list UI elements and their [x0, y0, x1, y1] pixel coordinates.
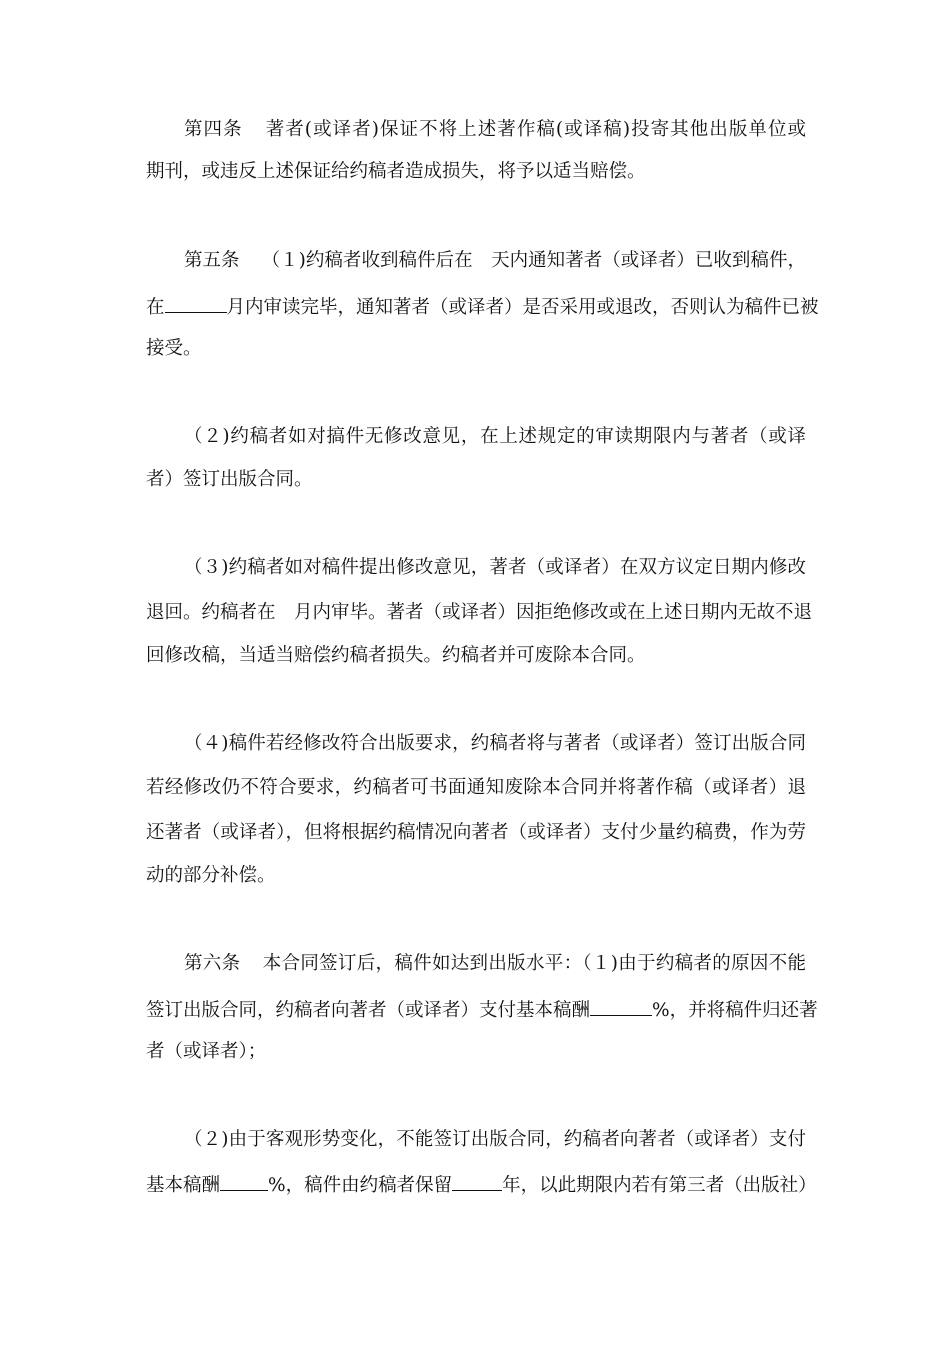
article-5-clause-4-line-3: 还著者（或译者），但将根据约稿情况向著者（或译者）支付少量约稿费，作为劳: [146, 822, 806, 843]
article-4-text: 著者(或译者)保证不将上述著作稿(或译稿)投寄其他出版单位或: [264, 119, 806, 140]
article-5-clause-2-line-2: 者）签订出版合同。: [146, 469, 313, 490]
article-6-clause-2-line-1: （２)由于客观形势变化，不能签订出版合同，约稿者向著者（或译者）支付: [184, 1129, 806, 1150]
article-5-clause-4-line-1: （４)稿件若经修改符合出版要求，约稿者将与著者（或译者）签订出版合同: [184, 733, 806, 754]
article-6-clause-2-text-b: %，稿件由约稿者保留: [268, 1175, 453, 1196]
article-6-clause-2-text-a: 基本稿酬: [146, 1175, 221, 1196]
article-5-clause-2-line-1: （２)约稿者如对搞件无修改意见，在上述规定的审读期限内与著者（或译: [184, 426, 806, 447]
article-5-clause-1-text: （１)约稿者收到稿件后在 天内通知著者（或译者）已收到稿件，: [261, 250, 806, 271]
article-6-clause-1-text-a: 签订出版合同，约稿者向著者（或译者）支付基本稿酬: [146, 1000, 591, 1021]
article-5-clause-4-line-2: 若经修改仍不符合要求，约稿者可书面通知废除本合同并将著作稿（或译者）退: [146, 777, 806, 798]
article-5-clause-1-text-a: 在: [146, 297, 165, 318]
article-5-clause-1-text-b: 月内审读完毕，通知著者（或译者）是否采用或退改，否则认为稿件已被: [226, 297, 819, 318]
article-6-line-1: [184, 952, 806, 976]
article-4-line-1: [184, 118, 806, 142]
article-6-clause-2-text-c: 年，以此期限内若有第三者（出版社）: [502, 1175, 817, 1196]
article-5-clause-4-line-4: 动的部分补偿。: [146, 865, 276, 886]
article-6-label: 第六条: [184, 953, 241, 974]
article-6-line-3: 者（或译者）；: [146, 1041, 267, 1062]
article-6-clause-2-line-2: [146, 1172, 817, 1196]
article-6-line-2: [146, 997, 818, 1021]
article-5-line-2: [146, 294, 819, 318]
blank-percent-field: [590, 997, 652, 1016]
article-5-clause-3-line-3: 回修改稿，当适当赔偿约稿者损失。约稿者并可废除本合同。: [146, 645, 646, 666]
article-5-clause-3-line-1: （３)约稿者如对稿件提出修改意见，著者（或译者）在双方议定日期内修改: [184, 557, 806, 578]
blank-months-field: [165, 294, 227, 313]
blank-years-field: [452, 1172, 502, 1191]
article-6-clause-1-text: 本合同签订后，稿件如达到出版水平：（１)由于约稿者的原因不能: [262, 953, 806, 974]
article-6-clause-1-text-b: %，并将稿件归还著: [652, 1000, 818, 1021]
article-5-label: 第五条: [184, 250, 240, 271]
blank-percent-field-2: [220, 1172, 268, 1191]
article-5-clause-3-line-2: 退回。约稿者在 月内审毕。著者（或译者）因拒绝修改或在上述日期内无故不退: [146, 602, 813, 623]
article-5-line-3: 接受。: [146, 338, 202, 359]
article-4-label: 第四条: [184, 119, 243, 140]
article-4-line-2: 期刊，或违反上述保证给约稿者造成损失，将予以适当赔偿。: [146, 161, 646, 182]
article-5-line-1: [184, 249, 806, 273]
